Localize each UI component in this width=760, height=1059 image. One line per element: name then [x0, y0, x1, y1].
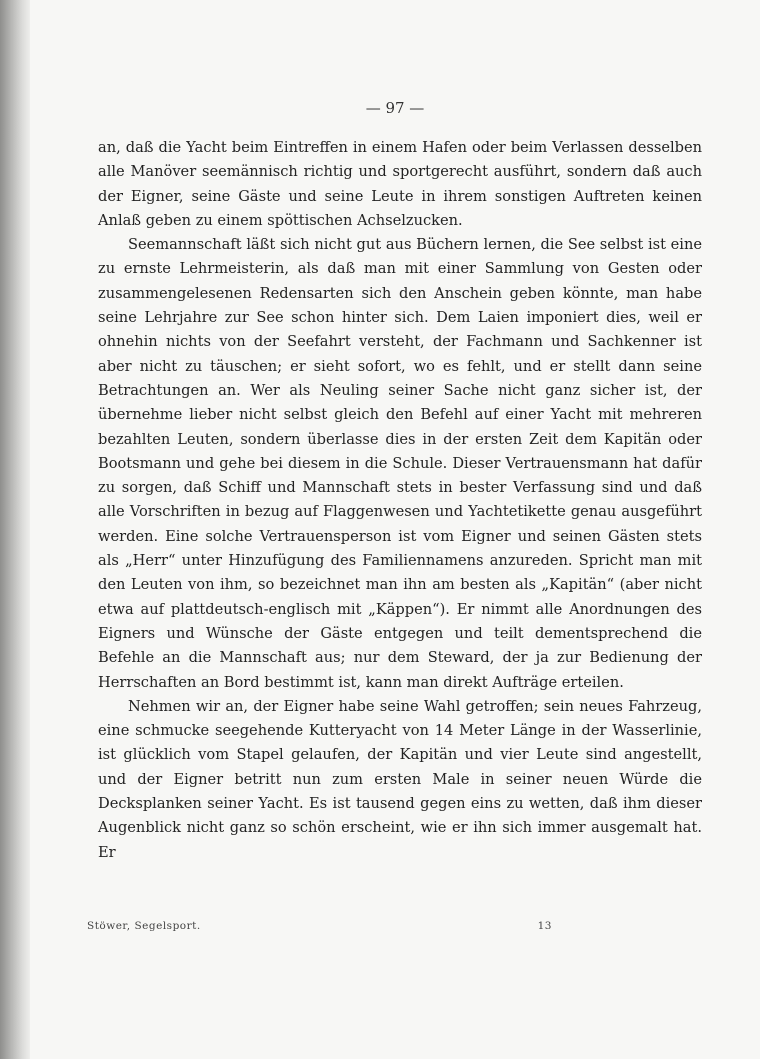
paragraph-eigner: Nehmen wir an, der Eigner habe seine Wahl getroffen; sein neues Fahrzeug, eine schmucke seegehende Kutteryacht von 14 Meter Länge in der Wasserlinie, ist glücklich vom Stapel gelaufen, der Kapitän und vier Leute sind angestellt, und der Eigner betritt nun zum ersten Male in seiner neuen Würde die Decksplanken seiner Yacht. Es ist tausend gegen eins zu wetten, daß ihm dieser Augenblick nicht ganz so schön erscheint, wie er ihn sich immer ausgemalt hat. Er [98, 697, 702, 861]
footer-sheet-number: 13 [537, 920, 552, 932]
body-text [98, 136, 702, 865]
page-number: — 97 — [365, 99, 425, 117]
footer-signature: Stöwer, Segelsport. [87, 920, 201, 932]
book-page [30, 0, 760, 1059]
scan-binding-edge [0, 0, 30, 1059]
paragraph-continuation: an, daß die Yacht beim Eintreffen in einem Hafen oder beim Verlassen desselben alle Manöver seemännisch richtig und sportgerecht ausführt, sondern daß auch der Eigner, seine Gäste und seine Leute in ihrem sonstigen Auftreten keinen Anlaß geben zu einem spöttischen Achselzucken. [98, 139, 702, 229]
paragraph-seemannschaft: Seemannschaft läßt sich nicht gut aus Büchern lernen, die See selbst ist eine zu ernste Lehrmeisterin, als daß man mit einer Sammlung von Gesten oder zusammengelesenen Redensarten sich den Anschein geben könnte, man habe seine Lehrjahre zur See schon hinter sich. Dem Laien imponiert dies, weil er ohnehin nichts von der Seefahrt versteht, der Fachmann und Sachkenner ist aber nicht zu täuschen; er sieht sofort, wo es fehlt, und er stellt dann seine Betrachtungen an. Wer als Neuling seiner Sache nicht ganz sicher ist, der übernehme lieber nicht selbst gleich den Befehl auf einer Yacht mit mehreren bezahlten Leuten, sondern überlasse dies in der ersten Zeit dem Kapitän oder Bootsmann und gehe bei diesem in die Schule. Dieser Vertrauensmann hat dafür zu sorgen, daß Schiff und Mannschaft stets in bester Verfassung sind und daß alle Vorschriften in bezug auf Flaggenwesen und Yachtetikette genau ausgeführt werden. Eine solche Vertrauensperson ist vom Eigner und seinen Gästen stets als „Herr“ unter Hinzufügung des Familiennamens anzureden. Spricht man mit den Leuten von ihm, so bezeichnet man ihn am besten als „Kapitän“ (aber nicht etwa auf plattdeutsch-englisch mit „Käppen“). Er nimmt alle Anordnungen des Eigners und Wünsche der Gäste entgegen und teilt dementsprechend die Befehle an die Mannschaft aus; nur dem Steward, der ja zur Bedienung der Herrschaften an Bord bestimmt ist, kann man direkt Aufträge erteilen. [98, 236, 702, 691]
page-footer [87, 920, 552, 932]
